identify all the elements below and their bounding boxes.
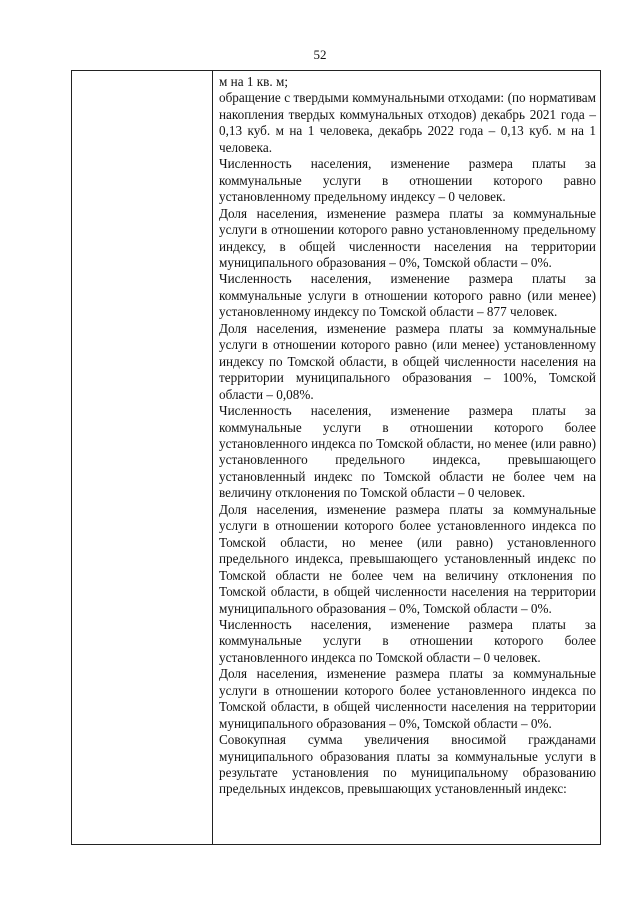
paragraph-population-within-deviation: Численность населения, изменение размера платы за коммунальные услуги в отношении которого более установленного индекса по Томской области, но менее (или равно) установленного предельного индекса, превышающего установленный индекс по Томской области не более чем на величину отклонения по Томской области – 0 человек. xyxy=(219,403,596,501)
document-table xyxy=(71,70,601,845)
page-number: 52 xyxy=(313,47,327,62)
paragraph-share-above-regional: Доля населения, изменение размера платы за коммунальные услуги в отношении которого более установленного индекса по Томской области, в общей численности населения на территории муниципального образования – 0%, Томской области – 0%. xyxy=(219,666,596,731)
table-right-cell xyxy=(219,74,596,798)
paragraph-share-equal-or-less-regional: Доля населения, изменение размера платы за коммунальные услуги в отношении которого равно (или менее) установленному индексу по Томской области, в общей численности населения на территории муниципального образования – 100%, Томской области – 0,08%. xyxy=(219,320,596,402)
paragraph-share-within-deviation: Доля населения, изменение размера платы за коммунальные услуги в отношении которого более установленного индекса по Томской области, но менее (или равно) установленного предельного индекса, превышающего установленный индекс по Томской области не более чем на величину отклонения по Томской области, в общей численности населения на территории муниципального образования – 0%, Томской области – 0%. xyxy=(219,501,596,616)
paragraph-population-above-regional: Численность населения, изменение размера платы за коммунальные услуги в отношении которого более установленного индекса по Томской области – 0 человек. xyxy=(219,616,596,665)
paragraph-population-equal-limit: Численность населения, изменение размера платы за коммунальные услуги в отношении которого равно установленному предельному индексу – 0 человек. xyxy=(219,156,596,205)
paragraph-population-equal-or-less-regional: Численность населения, изменение размера платы за коммунальные услуги в отношении которого равно (или менее) установленному индексу по Томской области – 877 человек. xyxy=(219,271,596,320)
paragraph-waste-norms: обращение с твердыми коммунальными отходами: (по нормативам накопления твердых коммунальных отходов) декабрь 2021 года – 0,13 куб. м на 1 человека, декабрь 2022 года – 0,13 куб. м на 1 человека. xyxy=(219,90,596,155)
paragraph-share-equal-limit: Доля населения, изменение размера платы за коммунальные услуги в отношении которого равно установленному предельному индексу, в общей численности населения на территории муниципального образования – 0%, Томской области – 0%. xyxy=(219,205,596,270)
table-left-cell xyxy=(72,71,212,844)
paragraph-total-increase: Совокупная сумма увеличения вносимой гражданами муниципального образования платы за коммунальные услуги в результате установления по муниципальному образованию предельных индексов, превышающих установленный индекс: xyxy=(219,732,596,797)
paragraph-area-continuation: м на 1 кв. м; xyxy=(219,74,288,89)
column-divider xyxy=(212,71,213,844)
